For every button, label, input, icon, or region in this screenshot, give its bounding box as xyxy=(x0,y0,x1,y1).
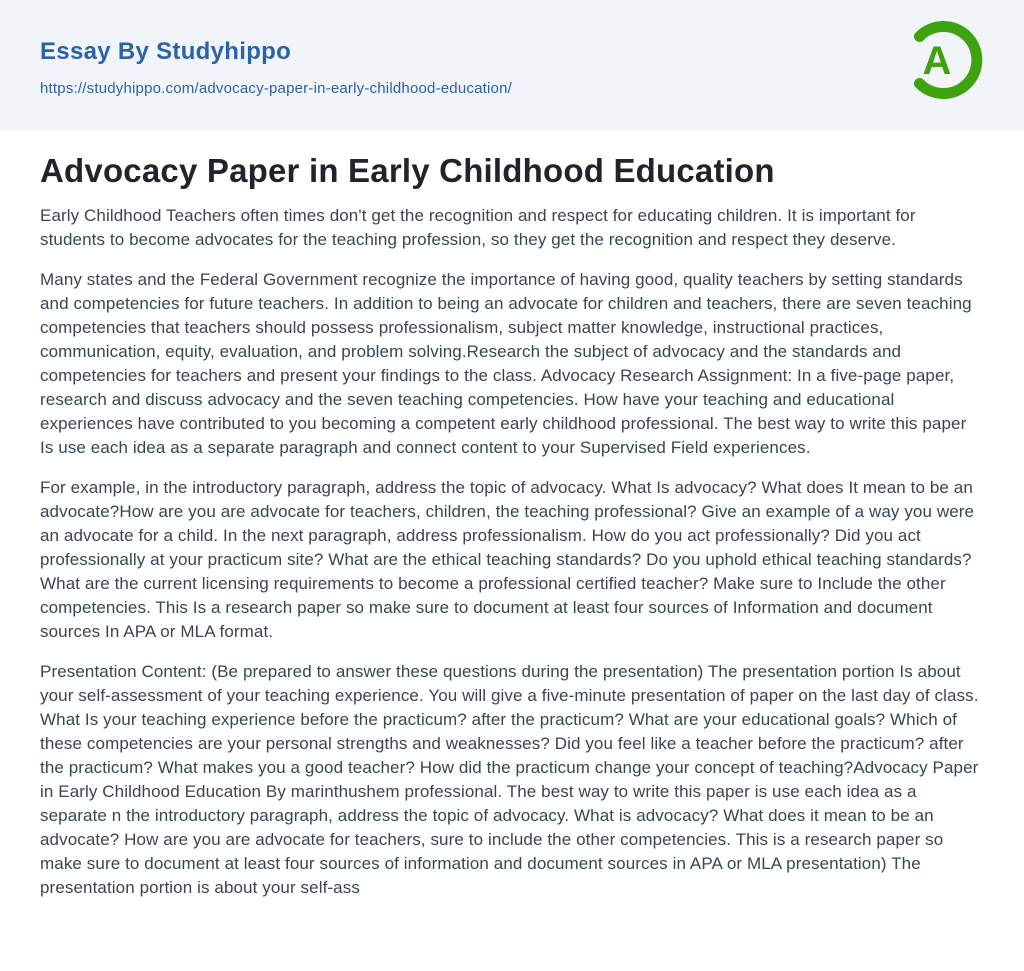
paragraph-presentation: Presentation Content: (Be prepared to answer these questions during the presentation) The presentation portion Is about your self-assessment of your teaching experience. You will give a five-minute presentation of paper on the last day of class. What Is your teaching experience before the practicum? after the practicum? What are your educational goals? Which of these competencies are your personal strengths and weaknesses? Did you feel like a teacher before the practicum? after the practicum? What makes you a good teacher? How did the practicum change your concept of teaching?Advocacy Paper in Early Childhood Education By marinthushem professional. The best way to write this paper is use each idea as a separate n the introductory paragraph, address the topic of advocacy. What is advocacy? What does it mean to be an advocate? How are you are advocate for teachers, sure to include the other competencies. This is a research paper so make sure to document at least four sources of information and document sources in APA or MLA presentation) The presentation portion is about your self-ass xyxy=(40,661,979,897)
site-header xyxy=(0,0,1024,130)
source-url-link[interactable]: https://studyhippo.com/advocacy-paper-in-early-childhood-education/ xyxy=(40,79,512,97)
paragraph-example: For example, in the introductory paragraph, address the topic of advocacy. What Is advocacy? What does It mean to be an advocate?How are you are advocate for teachers, children, the teaching professional? Give an example of a way you were an advocate for a child. In the next paragraph, address professionalism. How do you act professionally? Did you act professionally at your practicum site? What are the ethical teaching standards? Do you uphold ethical teaching standards? What are the current licensing requirements to become a professional certified teacher? Make sure to Include the other competencies. This Is a research paper so make sure to document at least four sources of Information and document sources In APA or MLA format. xyxy=(40,477,975,641)
paragraph-competencies: Many states and the Federal Government recognize the importance of having good, quality teachers by setting standards and competencies for future teachers. In addition to being an advocate for children and teachers, there are seven teaching competencies that teachers should possess professionalism, subject matter knowledge, instructional practices, communication, equity, evaluation, and problem solving.Research the subject of advocacy and the standards and competencies for teachers and present your findings to the class. Advocacy Research Assignment: In a five-page paper, research and discuss advocacy and the seven teaching competencies. How have your teaching and educational experiences have contributed to you becoming a competent early childhood professional. The best way to write this paper Is use each idea as a separate paragraph and connect content to your Supervised Field experiences. xyxy=(40,269,972,457)
site-title: Essay By Studyhippo xyxy=(40,38,292,65)
page-title: Advocacy Paper in Early Childhood Education xyxy=(40,152,775,189)
paragraph-intro: Early Childhood Teachers often times don't get the recognition and respect for educating children. It is important for students to become advocates for the teaching profession, so they get the recognition and respect they deserve. xyxy=(40,205,916,249)
logo-a-icon: A xyxy=(922,39,952,83)
article xyxy=(0,130,1024,900)
studyhippo-logo xyxy=(900,15,986,105)
